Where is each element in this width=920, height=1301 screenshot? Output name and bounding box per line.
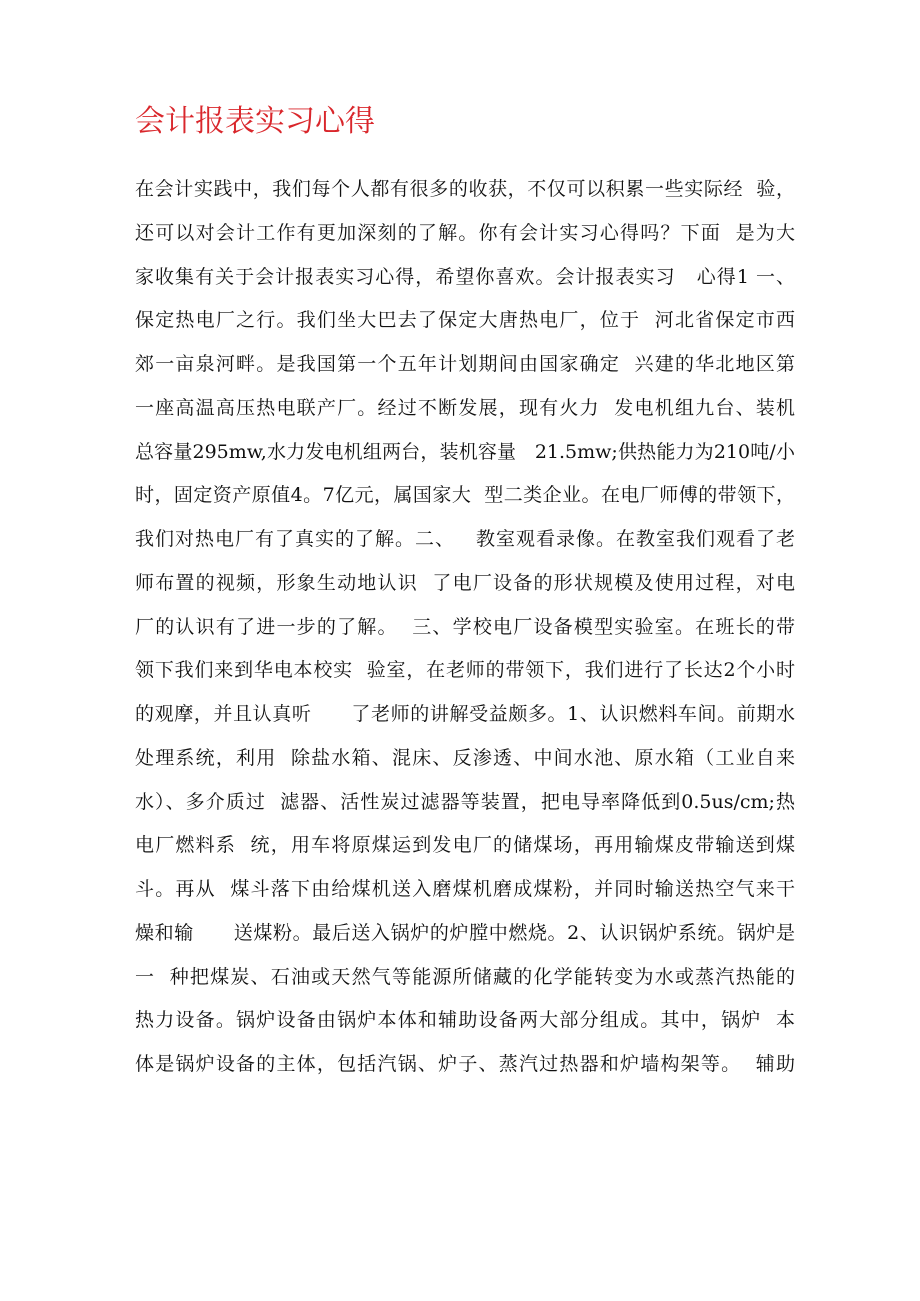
body-line: 斗。再从 煤斗落下由给煤机送入磨煤机磨成煤粉，并同时输送热空气来干 <box>135 878 795 900</box>
document-body <box>135 168 795 1087</box>
body-line: 还可以对会计工作有更加深刻的了解。你有会计实习心得吗？下面 是为大 <box>135 221 795 244</box>
body-line: 水）、多介质过 滤器、活性炭过滤器等装置，把电导率降低到0.5us/cm;热 <box>135 790 795 813</box>
body-line: 我们对热电厂有了真实的了解。二、 教室观看录像。在教室我们观看了老 <box>135 528 795 550</box>
document-title: 会计报表实习心得 <box>135 104 375 139</box>
body-line: 电厂燃料系 统，用车将原煤运到发电厂的储煤场，再用输煤皮带输送到煤 <box>135 834 795 857</box>
body-line: 时，固定资产原值4。7亿元，属国家大 型二类企业。在电厂师傅的带领下， <box>135 484 795 507</box>
body-line: 体是锅炉设备的主体，包括汽锅、炉子、蒸汽过热器和炉墙构架等。 辅助 <box>135 1053 795 1075</box>
body-line: 领下我们来到华电本校实 验室，在老师的带领下，我们进行了长达2个小时 <box>135 659 795 682</box>
body-line: 郊一亩泉河畔。是我国第一个五年计划期间由国家确定 兴建的华北地区第 <box>135 353 795 375</box>
body-line: 处理系统，利用 除盐水箱、混床、反渗透、中间水池、原水箱（工业自来 <box>135 746 795 769</box>
body-line: 师布置的视频，形象生动地认识 了电厂设备的形状规模及使用过程，对电 <box>135 571 795 594</box>
body-line: 的观摩，并且认真听 了老师的讲解受益颇多。1、认识燃料车间。前期水 <box>135 703 795 725</box>
body-line: 在会计实践中，我们每个人都有很多的收获，不仅可以积累一些实际经 验， <box>135 178 795 200</box>
body-line: 热力设备。锅炉设备由锅炉本体和辅助设备两大部分组成。其中，锅炉 本 <box>135 1009 795 1032</box>
body-line: 家收集有关于会计报表实习心得，希望你喜欢。会计报表实习 心得1 一、 <box>135 265 795 288</box>
body-line: 燥和输 送煤粉。最后送入锅炉的炉膛中燃烧。2、认识锅炉系统。锅炉是 <box>135 921 795 944</box>
body-line: 总容量295mw,水力发电机组两台，装机容量 21.5mw;供热能力为210吨/小 <box>135 440 795 463</box>
body-line: 一座高温高压热电联产厂。经过不断发展，现有火力 发电机组九台、装机 <box>135 396 795 419</box>
body-line: 保定热电厂之行。我们坐大巴去了保定大唐热电厂，位于 河北省保定市西 <box>135 309 795 332</box>
body-line: 厂的认识有了进一步的了解。 三、学校电厂设备模型实验室。在班长的带 <box>135 615 795 638</box>
body-line: 一 种把煤炭、石油或天然气等能源所储藏的化学能转变为水或蒸汽热能的 <box>135 965 795 988</box>
